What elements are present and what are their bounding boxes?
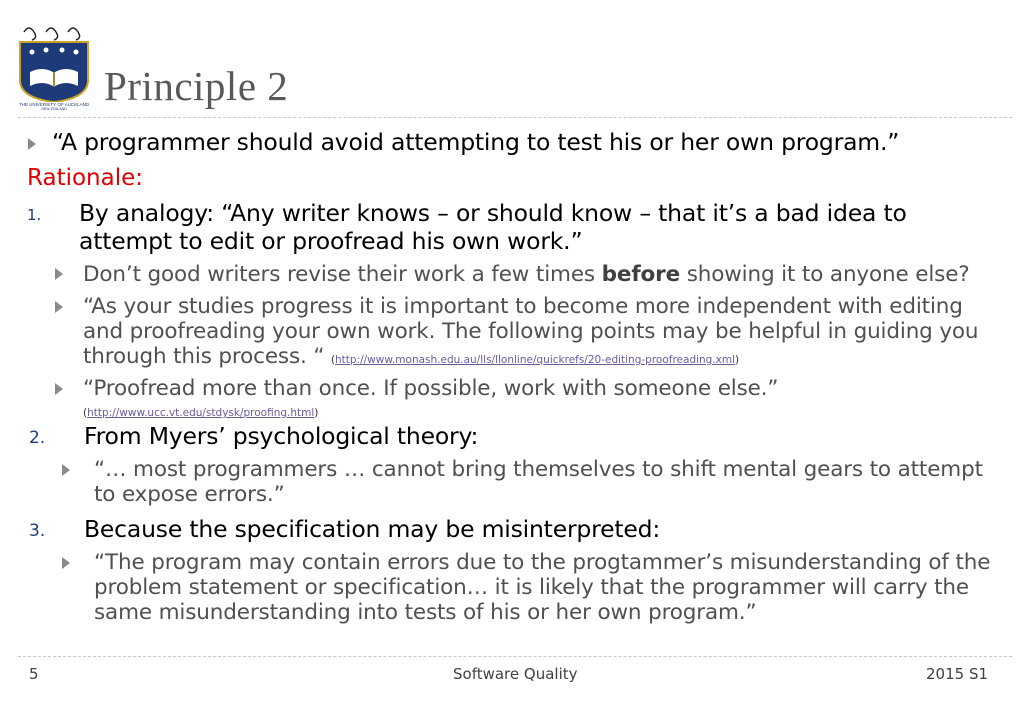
sub-1-text-pre: Don’t good writers revise their work a few times — [83, 262, 602, 287]
main-quote: “A programmer should avoid attempting to test his or her own program.” — [52, 128, 900, 156]
item-1-sub-2-line-3: through this process. “ (http://www.monash.edu.au/lls/llonline/quickrefs/20-editing-proofreading.xml) — [83, 344, 739, 369]
sub-bullet-icon — [62, 557, 70, 569]
slide-title: Principle 2 — [104, 63, 289, 109]
item-number-3: 3. — [29, 521, 46, 541]
item-1-sub-2-line-1: “As your studies progress it is important to become more independent with editing — [83, 294, 963, 319]
footer-course-title: Software Quality — [453, 665, 578, 683]
item-1-sub-2-line-2: and proofreading your own work. The following points may be helpful in guiding you — [83, 319, 979, 344]
sub-1-bold-word: before — [601, 262, 681, 287]
sub-1-text-post: showing it to anyone else? — [680, 262, 970, 287]
item-1-sub-1 — [83, 262, 970, 287]
footer-divider — [18, 656, 1012, 657]
sub-bullet-icon — [55, 383, 63, 395]
item-1-line-2: attempt to edit or proofread his own work.” — [79, 227, 583, 255]
bullet-triangle-icon — [28, 138, 36, 150]
footer-semester: 2015 S1 — [926, 665, 989, 683]
monash-link[interactable]: http://www.monash.edu.au/lls/llonline/quickrefs/20-editing-proofreading.xml — [335, 354, 736, 366]
item-3-sub-line-1: “The program may contain errors due to the progtammer’s misunderstanding of the — [94, 550, 991, 575]
item-1-sub-3-line-1: “Proofread more than once. If possible, work with someone else.” — [83, 376, 779, 401]
item-3-sub-line-2: problem statement or specification… it is likely that the programmer will carry the — [94, 575, 969, 600]
item-number-2: 2. — [29, 428, 46, 448]
item-2-heading: From Myers’ psychological theory: — [84, 422, 479, 450]
vt-proofing-link[interactable]: http://www.ucc.vt.edu/stdysk/proofing.html — [87, 407, 315, 419]
item-1-sub-3-link-line: (http://www.ucc.vt.edu/stdysk/proofing.html) — [83, 407, 319, 419]
logo-motto: THE UNIVERSITY OF AUCKLAND — [18, 102, 90, 107]
item-3-heading: Because the specification may be misinterpreted: — [84, 515, 661, 543]
item-1-line-1: By analogy: “Any writer knows – or should know – that it’s a bad idea to — [79, 199, 907, 227]
item-number-1: 1. — [27, 206, 42, 224]
rationale-label: Rationale: — [27, 165, 144, 191]
logo-subtext: NEW ZEALAND — [41, 107, 67, 111]
sub-2-text: through this process. “ — [83, 344, 325, 369]
page-number: 5 — [29, 665, 39, 683]
university-crest-logo — [16, 22, 92, 112]
item-2-sub-line-1: “… most programmers … cannot bring themselves to shift mental gears to attempt — [94, 457, 983, 482]
sub-bullet-icon — [55, 301, 63, 313]
item-3-sub-line-3: same misunderstanding into tests of his or her own program.” — [94, 600, 757, 625]
sub-bullet-icon — [55, 268, 63, 280]
sub-bullet-icon — [62, 464, 70, 476]
title-divider — [18, 117, 1012, 118]
item-2-sub-line-2: to expose errors.” — [94, 482, 285, 507]
